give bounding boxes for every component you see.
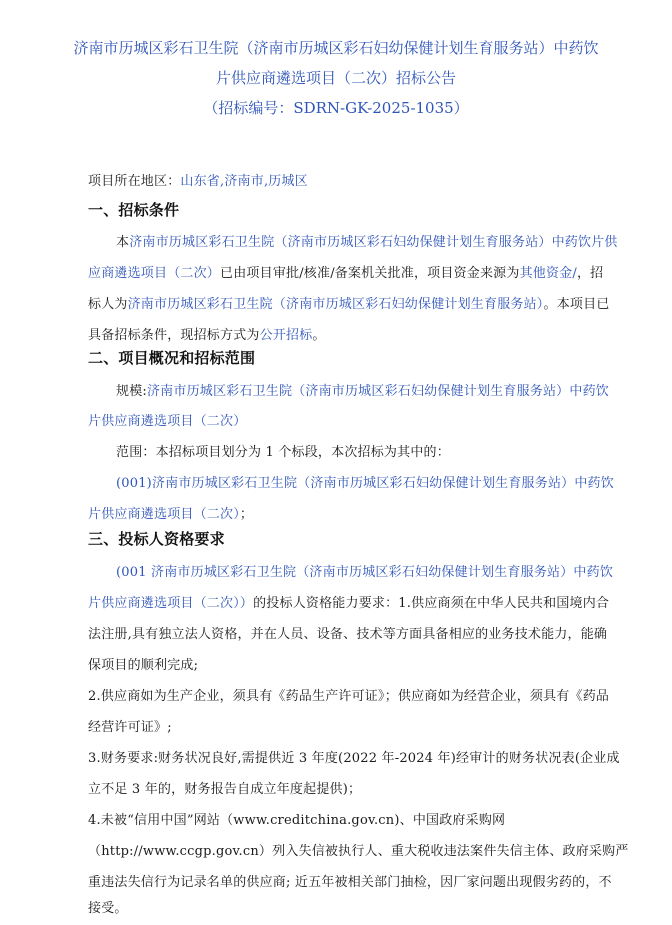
s3-p4-line-1: 4.未被“信用中国”网站（www.creditchina.gov.cn)、中国政府采购网 [88,813,506,828]
location-label: 项目所在地区： [88,174,181,189]
s3-p1-line-4: 保项目的顺利完成; [88,658,199,673]
s3-p2-line-2: 经营许可证》; [88,720,172,735]
s1-fund-source: 其他资金/ [519,266,577,281]
project-location [88,170,628,189]
s3-p1-line-1: (001 济南市历城区彩石卫生院（济南市历城区彩石妇幼保健计划生育服务站）中药饮 [116,565,614,580]
s2-lot-1-cont [88,503,628,522]
s1-text: 标人为 [88,297,128,312]
s3-p2-line-1: 2.供应商如为生产企业，须具有《药品生产许可证》；供应商如为经营企业，须具有《药品 [88,689,610,704]
s1-text: ，招 [576,266,604,281]
s1-tenderer: 济南市历城区彩石卫生院（济南市历城区彩石妇幼保健计划生育服务站） [127,297,544,312]
s1-project-name: 济南市历城区彩石卫生院（济南市历城区彩石妇幼保健计划生育服务站）中药饮片供 [129,235,618,250]
s3-p3-line-2: 立不足 3 年的，财务报告自成立年度起提供)； [88,782,362,797]
s2-scale-line-2: 片供应商遴选项目（二次） [88,414,247,429]
s1-text: 本 [116,235,130,250]
s1-tender-method: 公开招标 [259,328,313,343]
s2-scale-line-1 [116,380,656,399]
s1-line-3 [88,293,628,312]
title-line-1: 济南市历城区彩石卫生院（济南市历城区彩石妇幼保健计划生育服务站）中药饮 [73,39,599,57]
s3-p4-line-4: 接受。 [88,901,128,916]
s3-p4-line-3: 重违法失信行为记录名单的供应商; 近五年被相关部门抽检，因厂家问题出现假劣药的，不 [88,875,612,890]
lot-name: 片供应商遴选项目（二次） [88,507,240,522]
s3-lot-name: 片供应商遴选项目（二次）） [88,596,254,611]
s3-text: 的投标人资格能力要求：1.供应商须在中华人民共和国境内合 [253,596,610,611]
scale-label: 规模: [116,384,147,399]
s2-range: 范围：本招标项目划分为 1 个标段，本次招标为其中的： [116,445,450,460]
s1-project-name-cont: 应商遴选项目（二次） [88,266,221,281]
s1-text: 。本项目已 [543,297,610,312]
section-2-heading: 二、项目概况和招标范围 [88,349,256,367]
s1-text: 已由项目审批/核准/备案机关批准，项目资金来源为 [220,266,520,281]
location-value: 山东省,济南市,历城区 [180,174,308,189]
section-3-heading: 三、投标人资格要求 [88,530,225,548]
s1-line-2 [88,262,628,281]
s1-line-4 [88,324,628,343]
s3-p1-line-3: 法注册,具有独立法人资格，并在人员、设备、技术等方面具备相应的业务技术能力，能确 [88,627,608,642]
scale-value: 济南市历城区彩石卫生院（济南市历城区彩石妇幼保健计划生育服务站）中药饮 [146,384,609,399]
s3-p3-line-1: 3.财务要求:财务状况良好,需提供近 3 年度(2022 年-2024 年)经审计的财务状况表(企业成 [88,751,620,766]
tender-number: （招标编号：SDRN-GK-2025-1035） [203,99,469,117]
s3-p4-line-2: （http://www.ccgp.gov.cn）列入失信被执行人、重大税收违法案件失信主体、政府采购严 [88,844,629,859]
s3-p1-line-2 [88,592,628,611]
s1-line-1 [116,231,656,250]
section-1-heading: 一、招标条件 [88,201,180,219]
s1-text: 具备招标条件，现招标方式为 [88,328,260,343]
s2-lot-1: (001)济南市历城区彩石卫生院（济南市历城区彩石妇幼保健计划生育服务站）中药饮 [116,476,614,491]
title-line-2: 片供应商遴选项目（二次）招标公告 [215,69,456,87]
lot-end: ； [239,507,254,522]
s1-text: 。 [312,328,326,343]
